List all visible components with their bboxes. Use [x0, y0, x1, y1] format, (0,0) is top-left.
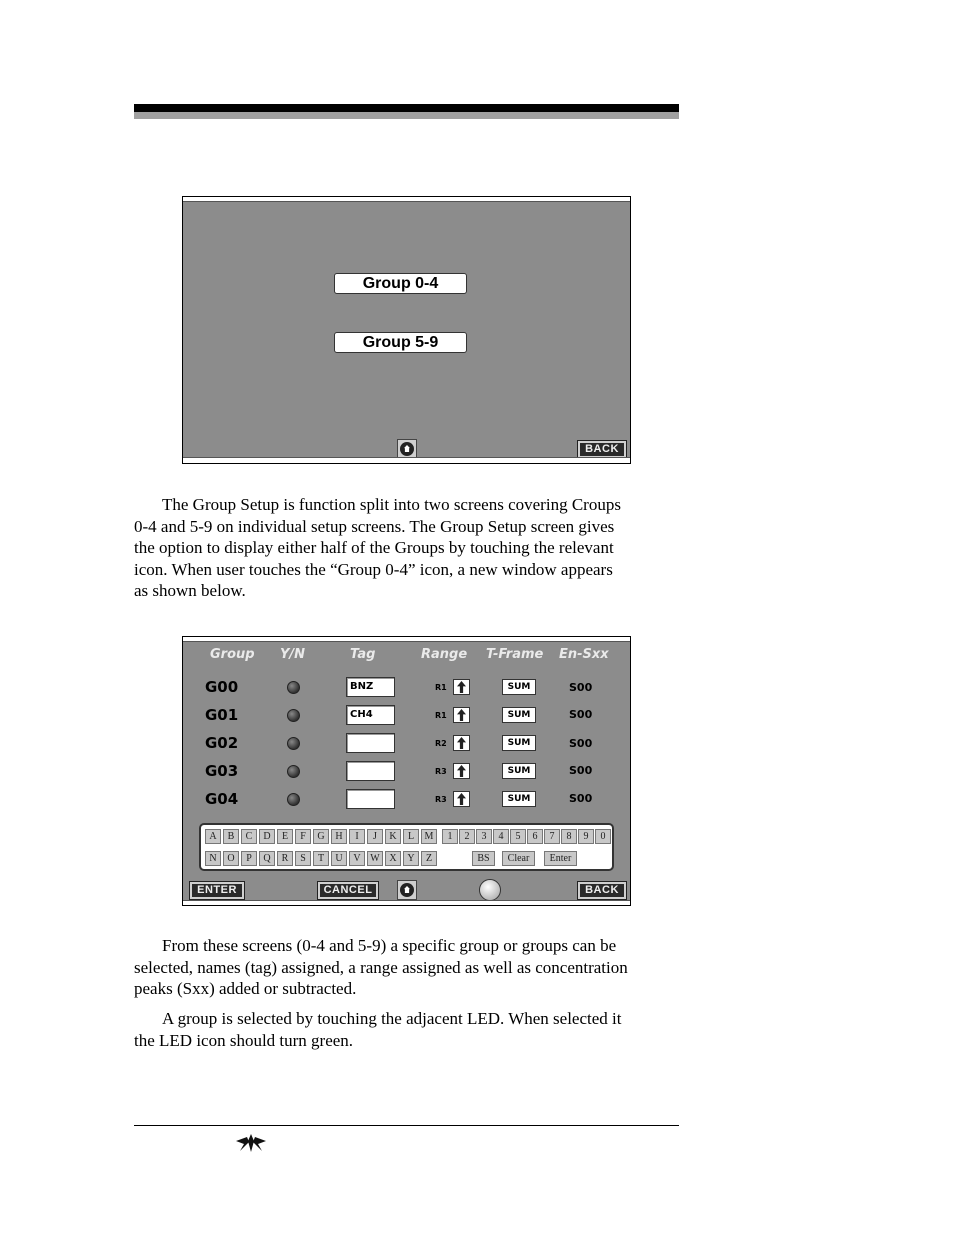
screen-bottom-border	[183, 900, 630, 905]
header-yn: Y/N	[280, 647, 306, 662]
enter-button-label: ENTER	[192, 884, 242, 897]
key-p[interactable]: P	[241, 851, 257, 866]
key-x[interactable]: X	[385, 851, 401, 866]
home-button[interactable]	[397, 880, 417, 900]
paragraph-group-selection: From these screens (0-4 and 5-9) a specific group or groups can be selected, names (tag) assigned, a range assigned as well as concentration peaks (Sxx) added or subtracted.	[134, 936, 628, 999]
enter-button[interactable]	[189, 881, 245, 900]
header-tframe: T-Frame	[486, 647, 544, 662]
tframe-button[interactable]: SUM	[502, 763, 536, 779]
key-0[interactable]: 0	[595, 829, 611, 844]
group-name: G03	[205, 762, 239, 780]
group-led[interactable]	[287, 737, 300, 750]
key-t[interactable]: T	[313, 851, 329, 866]
header-group: Group	[210, 647, 255, 662]
en-sxx-value[interactable]: S00	[569, 737, 593, 750]
key-e[interactable]: E	[277, 829, 293, 844]
key-b[interactable]: B	[223, 829, 239, 844]
range-up-arrow-icon[interactable]	[453, 791, 470, 807]
group-name: G01	[205, 706, 239, 724]
company-logo-icon	[234, 1132, 268, 1154]
key-d[interactable]: D	[259, 829, 275, 844]
key-c[interactable]: C	[241, 829, 257, 844]
key-a[interactable]: A	[205, 829, 221, 844]
screen-top-border	[183, 197, 630, 202]
tframe-button[interactable]: SUM	[502, 707, 536, 723]
key-2[interactable]: 2	[459, 829, 475, 844]
key-v[interactable]: V	[349, 851, 365, 866]
range-up-arrow-icon[interactable]	[453, 679, 470, 695]
en-sxx-value[interactable]: S00	[569, 681, 593, 694]
screen-top-border	[183, 637, 630, 642]
key-5[interactable]: 5	[510, 829, 526, 844]
range-up-arrow-icon[interactable]	[453, 707, 470, 723]
group-led[interactable]	[287, 681, 300, 694]
key-i[interactable]: I	[349, 829, 365, 844]
enter-key[interactable]: Enter	[544, 851, 577, 866]
key-k[interactable]: K	[385, 829, 401, 844]
group-name: G02	[205, 734, 239, 752]
range-label: R3	[435, 767, 447, 776]
header-rule-shadow	[134, 112, 679, 119]
key-6[interactable]: 6	[527, 829, 543, 844]
key-m[interactable]: M	[421, 829, 437, 844]
key-1[interactable]: 1	[442, 829, 458, 844]
group-5-9-button[interactable]: Group 5-9	[334, 332, 467, 353]
key-z[interactable]: Z	[421, 851, 437, 866]
group-name: G00	[205, 678, 239, 696]
group-led[interactable]	[287, 709, 300, 722]
en-sxx-value[interactable]: S00	[569, 792, 593, 805]
tag-field[interactable]: BNZ	[346, 677, 395, 697]
header-rule	[134, 104, 679, 112]
key-o[interactable]: O	[223, 851, 239, 866]
en-sxx-value[interactable]: S00	[569, 764, 593, 777]
screen-bottom-border	[183, 457, 630, 463]
range-label: R1	[435, 683, 447, 692]
tag-field[interactable]	[346, 789, 395, 809]
key-q[interactable]: Q	[259, 851, 275, 866]
header-range: Range	[421, 647, 468, 662]
range-label: R1	[435, 711, 447, 720]
key-y[interactable]: Y	[403, 851, 419, 866]
tag-field[interactable]: CH4	[346, 705, 395, 725]
group-0-4-button[interactable]: Group 0-4	[334, 273, 467, 294]
range-up-arrow-icon[interactable]	[453, 763, 470, 779]
tframe-button[interactable]: SUM	[502, 735, 536, 751]
key-s[interactable]: S	[295, 851, 311, 866]
home-icon	[400, 442, 414, 456]
key-j[interactable]: J	[367, 829, 383, 844]
header-tag: Tag	[350, 647, 376, 662]
key-l[interactable]: L	[403, 829, 419, 844]
key-h[interactable]: H	[331, 829, 347, 844]
tframe-button[interactable]: SUM	[502, 791, 536, 807]
group-led[interactable]	[287, 793, 300, 806]
home-icon	[400, 883, 414, 897]
key-7[interactable]: 7	[544, 829, 560, 844]
key-3[interactable]: 3	[476, 829, 492, 844]
range-up-arrow-icon[interactable]	[453, 735, 470, 751]
back-button[interactable]	[577, 881, 627, 900]
on-screen-keyboard	[199, 823, 614, 871]
group-0-4-screen	[182, 636, 631, 906]
tframe-button[interactable]: SUM	[502, 679, 536, 695]
tag-field[interactable]	[346, 733, 395, 753]
key-8[interactable]: 8	[561, 829, 577, 844]
key-w[interactable]: W	[367, 851, 383, 866]
range-label: R3	[435, 795, 447, 804]
cancel-button[interactable]	[317, 881, 379, 900]
paragraph-led-selection: A group is selected by touching the adjacent LED. When selected it the LED icon should turn green.	[134, 1009, 622, 1050]
tag-field[interactable]	[346, 761, 395, 781]
key-4[interactable]: 4	[493, 829, 509, 844]
en-sxx-value[interactable]: S00	[569, 708, 593, 721]
clear-key[interactable]: Clear	[502, 851, 535, 866]
header-en-sxx: En-Sxx	[559, 647, 609, 662]
paragraph-group-setup: The Group Setup is function split into two screens covering Croups 0-4 and 5-9 on individual setup screens. The Group Setup screen gives the option to display either half of the Groups by touching the relevant icon. When user touches the “Group 0-4” icon, a new window appears as shown below.	[134, 495, 621, 601]
cancel-button-label: CANCEL	[320, 884, 376, 897]
key-r[interactable]: R	[277, 851, 293, 866]
home-button[interactable]	[397, 439, 417, 459]
key-f[interactable]: F	[295, 829, 311, 844]
key-n[interactable]: N	[205, 851, 221, 866]
footer-rule	[134, 1125, 679, 1126]
range-label: R2	[435, 739, 447, 748]
group-name: G04	[205, 790, 239, 808]
round-button[interactable]	[479, 879, 501, 901]
backspace-key[interactable]: BS	[472, 851, 495, 866]
key-9[interactable]: 9	[578, 829, 594, 844]
back-button-label: BACK	[580, 884, 624, 897]
back-button-label: BACK	[580, 443, 624, 456]
key-u[interactable]: U	[331, 851, 347, 866]
group-setup-screen	[182, 196, 631, 464]
group-led[interactable]	[287, 765, 300, 778]
key-g[interactable]: G	[313, 829, 329, 844]
